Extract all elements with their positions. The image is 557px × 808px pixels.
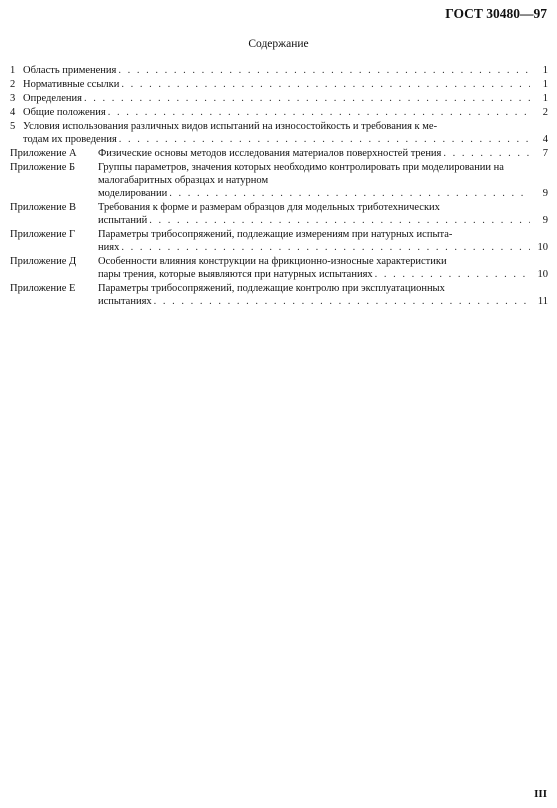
entry-page: 4: [542, 134, 548, 145]
entry-page: 7: [542, 148, 548, 159]
entry-number: Приложение Е: [10, 283, 76, 294]
entry-page: 10: [537, 269, 548, 280]
dot-leader: [169, 187, 530, 200]
entry-number: 5: [10, 121, 16, 132]
entry-number: Приложение Б: [10, 162, 76, 173]
dot-leader: [443, 147, 530, 160]
dot-leader: [375, 268, 530, 281]
page-number: III: [534, 788, 547, 800]
dot-leader: [84, 92, 530, 105]
document-header: ГОСТ 30480—97: [445, 6, 547, 21]
entry-title: моделировании: [98, 188, 168, 199]
entry-page: 11: [537, 296, 548, 307]
toc-entry[interactable]: [10, 255, 548, 281]
toc-entry[interactable]: [10, 201, 548, 227]
toc-title: Содержание: [248, 38, 309, 50]
entry-page: 1: [542, 93, 548, 104]
dot-leader: [119, 133, 530, 146]
table-of-contents: [10, 64, 548, 309]
dot-leader: [149, 214, 530, 227]
entry-title-line: Параметры трибосопряжений, подлежащие измерениям при натурных испыта-: [98, 229, 453, 240]
entry-title-line: Параметры трибосопряжений, подлежащие контролю при эксплуатационных: [98, 283, 445, 294]
toc-entry[interactable]: [10, 78, 548, 91]
entry-page: 9: [542, 188, 548, 199]
dot-leader: [121, 78, 530, 91]
entry-page: 2: [542, 107, 548, 118]
entry-title: Общие положения: [23, 107, 106, 118]
toc-entry[interactable]: [10, 228, 548, 254]
entry-title-line: Требования к форме и размерам образцов для модельных триботехнических: [98, 202, 440, 213]
entry-title: Нормативные ссылки: [23, 79, 120, 90]
toc-entry[interactable]: [10, 161, 548, 200]
entry-number: 1: [10, 65, 16, 76]
entry-number: Приложение Г: [10, 229, 76, 240]
entry-number: Приложение А: [10, 148, 77, 159]
entry-title: тодам их проведения: [23, 134, 117, 145]
toc-entry[interactable]: [10, 120, 548, 146]
dot-leader: [118, 64, 530, 77]
entry-page: 9: [542, 215, 548, 226]
dot-leader: [121, 241, 530, 254]
dot-leader: [108, 106, 530, 119]
entry-title: Физические основы методов исследования материалов поверхностей трения: [98, 148, 442, 159]
entry-page: 10: [537, 242, 548, 253]
entry-title: Область применения: [23, 65, 117, 76]
entry-title: испытаний: [98, 215, 148, 226]
entry-title-line: Условия использования различных видов испытаний на износостойкость и требования к ме-: [23, 121, 438, 132]
entry-number: 2: [10, 79, 16, 90]
entry-number: Приложение В: [10, 202, 76, 213]
dot-leader: [154, 295, 530, 308]
entry-number: Приложение Д: [10, 256, 77, 267]
entry-number: 4: [10, 107, 16, 118]
entry-page: 1: [542, 65, 548, 76]
entry-title: ниях: [98, 242, 120, 253]
toc-entry[interactable]: [10, 106, 548, 119]
entry-number: 3: [10, 93, 16, 104]
toc-entry[interactable]: [10, 92, 548, 105]
entry-title: Определения: [23, 93, 82, 104]
entry-title: испытаниях: [98, 296, 152, 307]
entry-title: пары трения, которые выявляются при натурных испытаниях: [98, 269, 373, 280]
toc-entry[interactable]: [10, 147, 548, 160]
toc-entry[interactable]: [10, 282, 548, 308]
entry-title-line: Группы параметров, значения которых необходимо контролировать при моделировании на малогабаритных образцах и натурном: [98, 162, 504, 186]
entry-title-line: Особенности влияния конструкции на фрикционно-износные характеристики: [98, 256, 447, 267]
toc-entry[interactable]: [10, 64, 548, 77]
entry-page: 1: [542, 79, 548, 90]
